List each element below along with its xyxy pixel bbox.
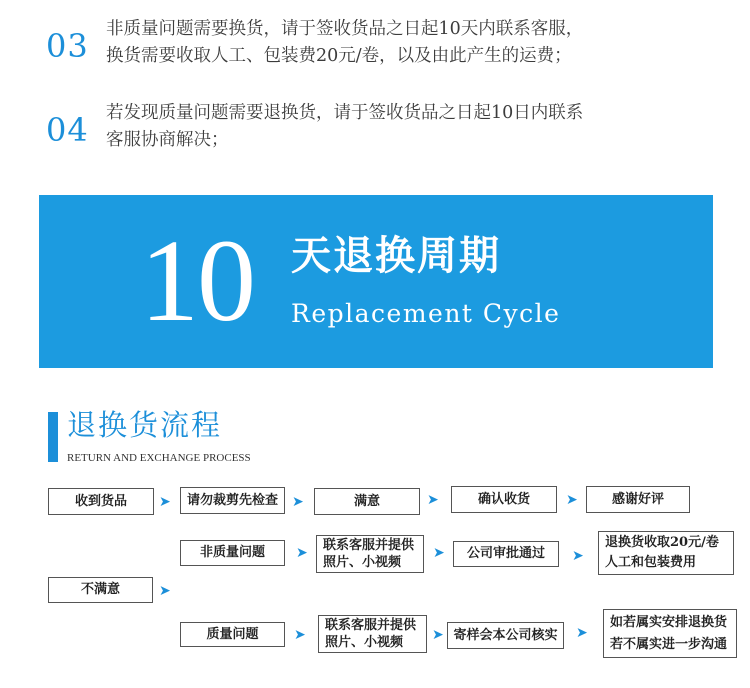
policy-number-04: 04	[46, 111, 89, 149]
triangle-right-icon: ➤	[566, 492, 578, 508]
policy-text-04-line2: 客服协商解决；	[106, 130, 229, 150]
triangle-right-icon: ➤	[159, 494, 171, 510]
flow-result-line2: 若不属实进一步沟通	[610, 636, 728, 652]
flow-non-quality-issue: 非质量问题	[180, 540, 285, 566]
flow-contact-service-2	[318, 615, 427, 653]
flow-quality-issue: 质量问题	[180, 622, 285, 647]
triangle-right-icon: ➤	[296, 545, 308, 561]
triangle-right-icon: ➤	[433, 545, 445, 561]
banner-title-en: Replacement Cycle	[291, 299, 561, 328]
triangle-right-icon: ➤	[292, 494, 304, 510]
banner-big-number: 10	[140, 215, 254, 346]
flow-confirm-receipt: 确认收货	[451, 486, 557, 513]
policy-text-04-line1: 若发现质量问题需要退换货，请于签收货品之日起10日内联系	[106, 103, 584, 123]
flow-sample-verify: 寄样会本公司核实	[447, 622, 564, 649]
flow-receive-goods: 收到货品	[48, 488, 154, 515]
policy-text-03-line2: 换货需要收取人工、包装费20元/卷，以及由此产生的运费；	[106, 46, 572, 66]
flow-contact-line1: 联系客服并提供	[325, 618, 417, 633]
flow-satisfied: 满意	[314, 488, 420, 515]
triangle-right-icon: ➤	[432, 627, 444, 643]
flow-contact-line2: 照片、小视频	[325, 635, 404, 650]
flow-unsatisfied: 不满意	[48, 577, 153, 603]
triangle-right-icon: ➤	[427, 492, 439, 508]
triangle-right-icon: ➤	[576, 625, 588, 641]
flow-fee-line2: 人工和包装费用	[605, 555, 697, 570]
flow-inspect-first: 请勿裁剪先检查	[180, 487, 285, 514]
flow-contact-line1: 联系客服并提供	[323, 538, 415, 553]
flow-company-approval: 公司审批通过	[453, 541, 559, 567]
triangle-right-icon: ➤	[572, 548, 584, 564]
section-title: 退换货流程	[67, 408, 223, 442]
flow-contact-service-1	[316, 535, 424, 573]
flow-result-line1: 如若属实安排退换货	[610, 614, 728, 630]
flow-contact-line2: 照片、小视频	[323, 555, 402, 570]
flow-thank-review: 感谢好评	[586, 486, 690, 513]
section-subtitle: RETURN AND EXCHANGE PROCESS	[67, 452, 251, 464]
flow-verify-result	[603, 609, 737, 658]
section-accent-bar	[48, 412, 58, 462]
policy-text-03-line1: 非质量问题需要换货，请于签收货品之日起10天内联系客服，	[106, 19, 584, 39]
banner-title-zh: 天退换周期	[291, 232, 501, 279]
policy-number-03: 03	[46, 27, 89, 65]
triangle-right-icon: ➤	[294, 627, 306, 643]
flow-exchange-fee	[598, 531, 734, 575]
triangle-right-icon: ➤	[159, 583, 171, 599]
flow-fee-line1: 退换货收取20元/卷	[605, 535, 719, 550]
